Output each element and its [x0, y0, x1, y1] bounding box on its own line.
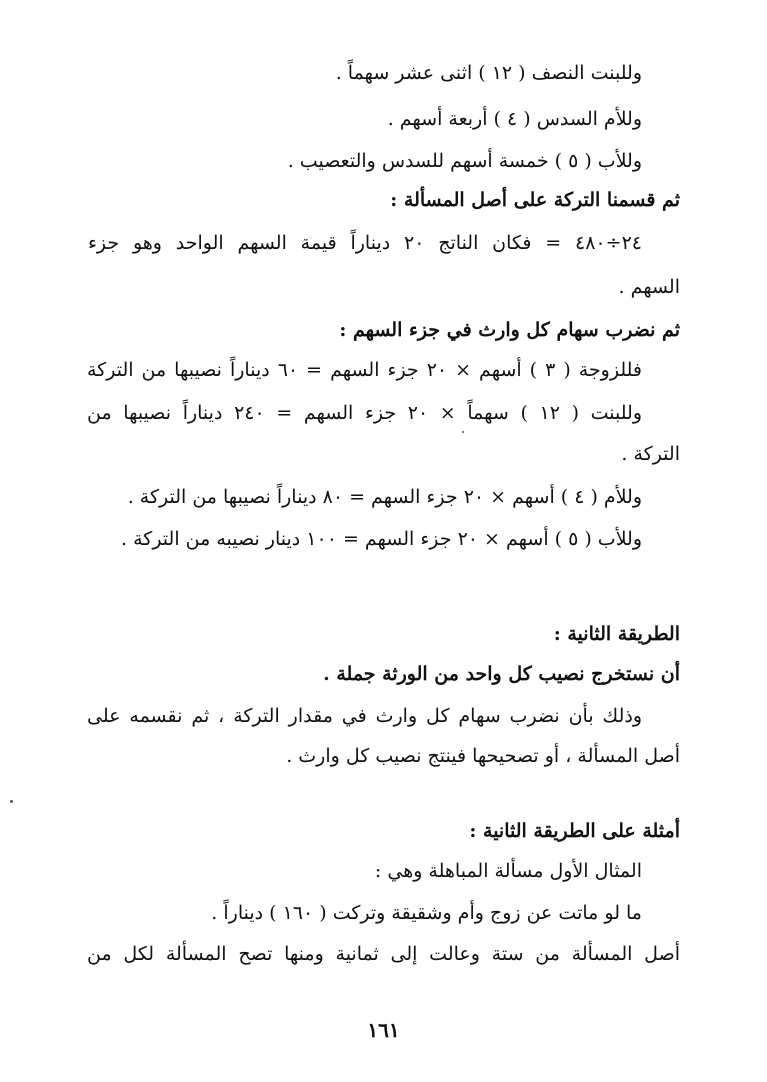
section-heading: ثم قسمنا التركة على أصل المسألة :	[390, 189, 680, 211]
text-line: أصل المسألة ، أو تصحيحها فينتج نصيب كل وارث .	[286, 745, 680, 767]
section-heading: ثم نضرب سهام كل وارث في جزء السهم :	[339, 319, 680, 341]
text-line: وللأم السدس ( ٤ ) أربعة أسهم .	[387, 108, 642, 130]
text-line: وذلك بأن نضرب سهام كل وارث في مقدار التركة ، ثم نقسمه على	[87, 705, 642, 727]
text-line: فللزوجة ( ٣ ) أسهم × ٢٠ جزء السهم = ٦٠ ديناراً نصيبها من التركة	[87, 359, 642, 381]
text-line: وللبنت ( ١٢ ) سهماً × ٢٠ جزء السهم = ٢٤٠ ديناراً نصيبها من	[87, 402, 643, 424]
text-line: وللبنت النصف ( ١٢ ) اثنى عشر سهماً .	[335, 62, 642, 84]
text-line: السهم .	[618, 276, 680, 298]
text-line: أصل المسألة من ستة وعالت إلى ثمانية ومنها تصح المسألة لكل من	[87, 943, 680, 965]
text-line: وللأم ( ٤ ) أسهم × ٢٠ جزء السهم = ٨٠ ديناراً نصيبها من التركة .	[127, 486, 642, 508]
text-line: ٢٤÷٤٨٠ = فكان الناتج ٢٠ ديناراً قيمة السهم الواحد وهو جزء	[88, 232, 642, 254]
text-line: وللأب ( ٥ ) أسهم × ٢٠ جزء السهم = ١٠٠ دينار نصيبه من التركة .	[121, 528, 642, 550]
section-heading: أن نستخرج نصيب كل واحد من الورثة جملة .	[323, 663, 680, 685]
section-heading: أمثلة على الطريقة الثانية :	[469, 820, 680, 842]
text-line: وللأب ( ٥ ) خمسة أسهم للسدس والتعصيب .	[287, 150, 642, 172]
scan-speck	[462, 431, 464, 433]
text-line: ما لو ماتت عن زوج وأم وشقيقة وتركت ( ١٦٠ ) ديناراً .	[211, 902, 642, 924]
text-line: المثال الأول مسألة المباهلة وهي :	[374, 860, 642, 882]
text-line: التركة .	[621, 443, 680, 465]
page-number: ١٦١	[367, 1018, 400, 1042]
section-heading: الطريقة الثانية :	[553, 623, 680, 645]
scan-speck	[10, 800, 13, 803]
